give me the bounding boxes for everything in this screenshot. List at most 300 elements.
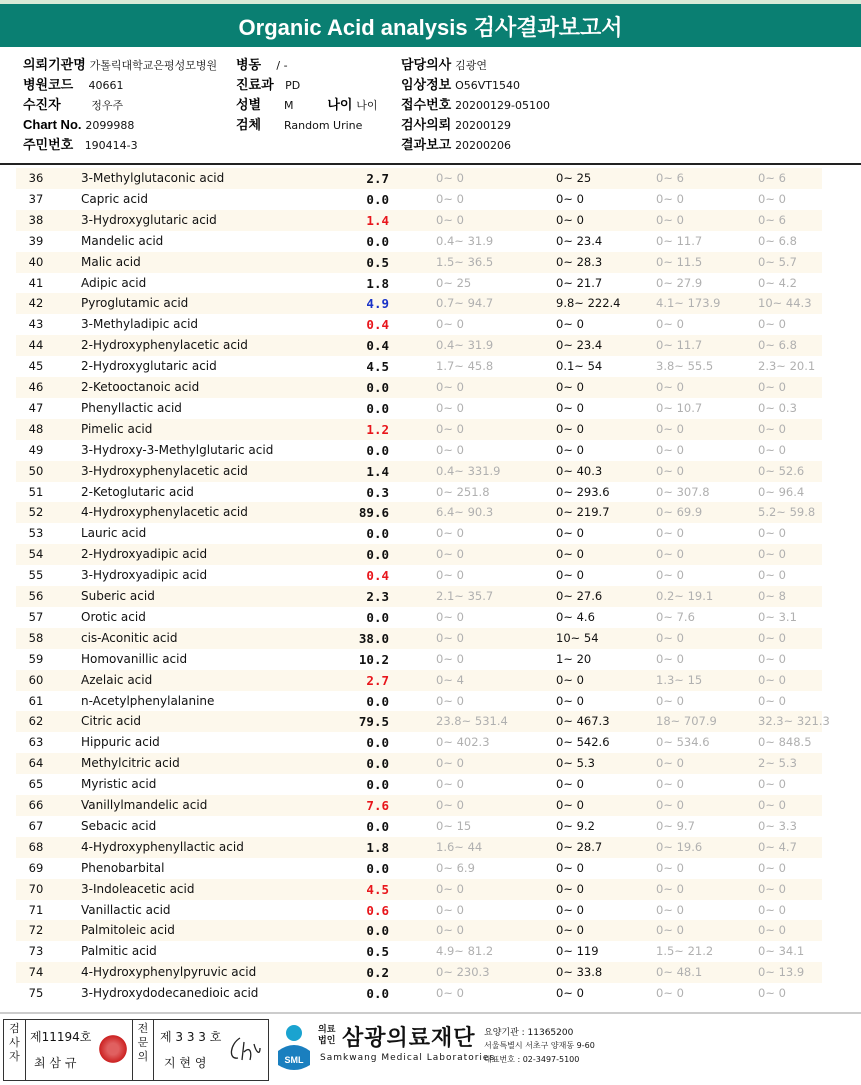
row-number: 37 (28, 191, 44, 206)
label-age: 나이 (327, 97, 353, 112)
reference-range-3: 0~ 0 (656, 693, 684, 708)
row-number: 50 (28, 463, 44, 478)
result-value: 0.5 (366, 254, 389, 270)
analyte-name: Malic acid (81, 254, 141, 269)
reference-range-3: 0~ 534.6 (656, 735, 710, 750)
table-row (16, 858, 822, 879)
analyte-name: n-Acetylphenylalanine (81, 693, 215, 708)
reference-range-2: 0~ 0 (556, 547, 584, 562)
row-number: 57 (28, 609, 44, 624)
analyte-name: Azelaic acid (81, 672, 153, 687)
label-receipt-no: 접수번호 (401, 97, 452, 112)
value-hospital: 가톨릭대학교은평성모병원 (89, 59, 218, 72)
result-value: 0.4 (366, 338, 389, 354)
table-row (16, 586, 822, 607)
result-value: 0.0 (366, 526, 389, 542)
table-row (16, 983, 822, 1004)
reference-range-1: 0~ 0 (436, 212, 464, 227)
value-ward: / - (276, 59, 288, 72)
analyte-name: Mandelic acid (81, 233, 164, 248)
reference-range-1: 0~ 0 (436, 756, 464, 771)
reference-range-4: 0~ 6.8 (758, 233, 797, 248)
reference-range-4: 32.3~ 321.3 (758, 714, 830, 729)
reference-range-3: 0~ 11.7 (656, 338, 703, 353)
result-value: 0.0 (366, 191, 389, 207)
analyte-name: 3-Hydroxydodecanedioic acid (81, 986, 259, 1001)
reference-range-1: 2.1~ 35.7 (436, 589, 494, 603)
reference-range-2: 0~ 0 (556, 693, 584, 708)
reference-range-3: 0~ 0 (656, 798, 684, 812)
reference-range-4: 10~ 44.3 (758, 296, 812, 311)
inspector-name: 최 삼 규 (34, 1056, 77, 1070)
result-value: 2.3 (366, 589, 389, 604)
reference-range-1: 0~ 0 (436, 400, 464, 415)
reference-range-2: 0~ 0 (556, 526, 584, 541)
label-department: 진료과 (236, 77, 274, 92)
value-receipt-no: 20200129-05100 (455, 99, 551, 112)
inspector-label: 검사자 (4, 1020, 26, 1080)
reference-range-4: 0~ 96.4 (758, 484, 805, 499)
row-number: 73 (28, 944, 44, 959)
table-row (16, 482, 822, 503)
inspector-no: 제11194호 (30, 1030, 92, 1044)
label-hospital-code: 병원코드 (23, 77, 74, 92)
analyte-name: Myristic acid (81, 777, 157, 792)
analyte-name: Citric acid (81, 714, 141, 729)
value-hospital-code: 40661 (88, 79, 124, 92)
label-specimen: 검체 (236, 117, 262, 132)
inst-code: 요양기관 : 11365200 (484, 1028, 574, 1038)
reference-range-4: 0~ 0 (758, 693, 786, 708)
reference-range-4: 0~ 0 (758, 568, 786, 583)
reference-range-4: 0~ 0 (758, 526, 786, 541)
reference-range-3: 0~ 0 (656, 191, 684, 206)
reference-range-2: 0~ 0 (556, 923, 584, 938)
reference-range-3: 0~ 0 (656, 463, 684, 478)
table-row (16, 711, 830, 732)
result-value: 4.5 (366, 881, 389, 897)
analyte-name: Adipic acid (81, 275, 147, 290)
reference-range-2: 0~ 119 (556, 944, 599, 959)
reference-range-3: 18~ 707.9 (656, 714, 717, 729)
result-value: 4.5 (366, 359, 389, 375)
reference-range-1: 6.4~ 90.3 (436, 505, 494, 520)
label-hospital: 의뢰기관명 (23, 57, 86, 72)
result-value: 0.0 (366, 547, 389, 563)
reference-range-2: 0~ 40.3 (556, 463, 603, 478)
signature-box (3, 1019, 269, 1081)
row-number: 62 (28, 714, 44, 729)
result-value: 0.0 (366, 380, 389, 395)
analyte-name: Methylcitric acid (81, 756, 180, 771)
table-row (16, 607, 822, 628)
row-number: 41 (28, 275, 44, 290)
row-number: 45 (28, 359, 44, 374)
reference-range-2: 0~ 27.6 (556, 589, 603, 603)
row-number: 52 (28, 505, 44, 520)
reference-range-3: 0~ 48.1 (656, 965, 703, 980)
reference-range-1: 0~ 0 (436, 609, 464, 624)
reference-range-3: 0~ 0 (656, 317, 684, 332)
value-clinical-info: O56VT1540 (455, 79, 520, 92)
reference-range-3: 0~ 0 (656, 630, 684, 645)
reference-range-2: 0~ 0 (556, 881, 584, 896)
analyte-name: 3-Hydroxyphenylacetic acid (81, 463, 248, 478)
reference-range-2: 0~ 293.6 (556, 484, 610, 499)
report-title: Organic Acid analysis 검사결과보고서 (0, 0, 861, 47)
reference-range-2: 0~ 0 (556, 986, 584, 1001)
row-number: 39 (28, 233, 44, 248)
reference-range-3: 0~ 0 (656, 881, 684, 896)
reference-range-1: 0~ 0 (436, 568, 464, 583)
table-row (16, 962, 822, 983)
signature-icon (226, 1034, 262, 1064)
reference-range-1: 0~ 6.9 (436, 860, 475, 875)
reference-range-1: 0~ 0 (436, 547, 464, 562)
reference-range-2: 0~ 0 (556, 568, 584, 583)
table-row (16, 523, 822, 544)
row-number: 42 (28, 296, 44, 311)
analyte-name: Suberic acid (81, 589, 155, 603)
result-value: 0.3 (366, 484, 389, 500)
row-number: 65 (28, 777, 44, 792)
reference-range-3: 0~ 27.9 (656, 275, 703, 290)
result-value: 0.0 (366, 923, 389, 939)
reference-range-3: 1.3~ 15 (656, 672, 703, 687)
table-row (16, 398, 822, 419)
reference-range-2: 0~ 0 (556, 442, 584, 457)
reference-range-4: 0~ 3.3 (758, 818, 797, 833)
table-row (16, 335, 822, 356)
reference-range-1: 0~ 0 (436, 798, 464, 812)
reference-range-2: 0~ 28.7 (556, 839, 603, 854)
value-sex: M (284, 99, 294, 112)
reference-range-3: 0~ 0 (656, 568, 684, 583)
table-row (16, 837, 822, 858)
analyte-name: Homovanillic acid (81, 651, 188, 666)
result-value: 0.0 (366, 735, 389, 751)
reference-range-2: 0~ 0 (556, 421, 584, 436)
table-row (16, 189, 822, 210)
reference-range-1: 0~ 0 (436, 526, 464, 541)
row-number: 56 (28, 589, 44, 603)
table-row (16, 502, 822, 523)
row-number: 54 (28, 547, 44, 562)
reviewer-name: 지 현 영 (164, 1056, 207, 1070)
reference-range-1: 0.4~ 31.9 (436, 338, 494, 353)
reference-range-3: 0~ 0 (656, 756, 684, 771)
reference-range-3: 0~ 307.8 (656, 484, 710, 499)
reviewer-label: 전문의 (132, 1020, 154, 1080)
row-number: 46 (28, 380, 44, 394)
label-clinical-info: 임상정보 (401, 77, 452, 92)
table-row (16, 273, 822, 294)
value-department: PD (285, 79, 301, 92)
result-value: 0.0 (366, 233, 389, 249)
value-age: 나이 (356, 99, 378, 112)
result-value: 0.5 (366, 944, 389, 960)
reference-range-4: 2~ 5.3 (758, 756, 797, 771)
table-row (16, 900, 822, 921)
row-number: 68 (28, 839, 44, 854)
reference-range-3: 4.1~ 173.9 (656, 296, 721, 311)
reference-range-2: 0~ 33.8 (556, 965, 603, 980)
analyte-name: Phenyllactic acid (81, 400, 182, 415)
reference-range-2: 0~ 23.4 (556, 233, 603, 248)
result-value: 0.0 (366, 986, 389, 1002)
reference-range-2: 0~ 0 (556, 380, 584, 394)
reference-range-4: 2.3~ 20.1 (758, 359, 816, 374)
row-number: 53 (28, 526, 44, 541)
reference-range-3: 0~ 0 (656, 923, 684, 938)
lab-logo-area (272, 1019, 857, 1079)
table-row (16, 440, 822, 461)
reference-range-4: 0~ 0 (758, 442, 786, 457)
reference-range-4: 0~ 0 (758, 986, 786, 1001)
table-row (16, 252, 822, 273)
reference-range-3: 0~ 0 (656, 902, 684, 917)
result-value: 2.7 (366, 672, 389, 688)
analyte-name: 4-Hydroxyphenylpyruvic acid (81, 965, 257, 980)
result-value: 1.2 (366, 421, 389, 437)
analyte-name: cis-Aconitic acid (81, 630, 178, 645)
analyte-name: Pyroglutamic acid (81, 296, 189, 311)
reference-range-1: 0~ 0 (436, 630, 464, 645)
reference-range-1: 23.8~ 531.4 (436, 714, 508, 729)
row-number: 64 (28, 756, 44, 771)
phone: 대표번호 : 02-3497-5100 (484, 1055, 580, 1064)
label-patient: 수진자 (23, 97, 61, 112)
row-number: 66 (28, 798, 44, 812)
result-value: 1.4 (366, 212, 389, 228)
value-resident-no: 190414-3 (84, 139, 138, 152)
row-number: 67 (28, 818, 44, 833)
reference-range-3: 0~ 19.6 (656, 839, 703, 854)
result-value: 0.4 (366, 568, 389, 584)
table-row (16, 544, 822, 565)
label-doctor: 담당의사 (401, 57, 452, 72)
row-number: 75 (28, 986, 44, 1001)
label-sex: 성별 (236, 97, 262, 112)
reference-range-2: 0~ 0 (556, 317, 584, 332)
header-left (23, 55, 217, 155)
reference-range-3: 0~ 0 (656, 651, 684, 666)
result-value: 0.0 (366, 400, 389, 416)
reference-range-3: 0~ 0 (656, 526, 684, 541)
result-value: 79.5 (358, 714, 389, 730)
reference-range-1: 0~ 0 (436, 651, 464, 666)
reference-range-1: 0~ 0 (436, 191, 464, 206)
reference-range-2: 0~ 0 (556, 902, 584, 917)
result-value: 0.0 (366, 818, 389, 834)
reference-range-3: 0~ 9.7 (656, 818, 695, 833)
label-chart-no: Chart No. (23, 117, 82, 132)
table-row (16, 356, 822, 377)
reference-range-1: 0~ 0 (436, 421, 464, 436)
value-request-date: 20200129 (455, 119, 512, 132)
reference-range-1: 0~ 0 (436, 777, 464, 792)
analyte-name: Orotic acid (81, 609, 146, 624)
reference-range-4: 0~ 0 (758, 777, 786, 792)
table-row (16, 168, 822, 189)
table-row (16, 314, 822, 335)
value-chart-no: 2099988 (85, 119, 135, 132)
reference-range-2: 0~ 542.6 (556, 735, 610, 750)
row-number: 60 (28, 672, 44, 687)
row-number: 40 (28, 254, 44, 269)
reference-range-3: 0~ 6 (656, 171, 684, 185)
analyte-name: 3-Hydroxy-3-Methylglutaric acid (81, 442, 274, 457)
reference-range-3: 0~ 7.6 (656, 609, 695, 624)
reference-range-1: 0~ 0 (436, 317, 464, 332)
reference-range-3: 0~ 11.7 (656, 233, 703, 248)
analyte-name: 2-Ketooctanoic acid (81, 380, 200, 394)
analyte-name: Lauric acid (81, 526, 147, 541)
reference-range-4: 0~ 0 (758, 380, 786, 394)
row-number: 74 (28, 965, 44, 980)
analyte-name: 2-Hydroxyadipic acid (81, 547, 208, 562)
org-prefix: 의료법인 (318, 1025, 336, 1046)
analyte-name: Vanillactic acid (81, 902, 171, 917)
result-value: 0.0 (366, 860, 389, 876)
reference-range-3: 0~ 0 (656, 777, 684, 792)
result-value: 0.6 (366, 902, 389, 918)
reference-range-4: 0~ 0 (758, 421, 786, 436)
reference-range-2: 0~ 28.3 (556, 254, 603, 269)
reference-range-2: 0.1~ 54 (556, 359, 603, 374)
reference-range-1: 4.9~ 81.2 (436, 944, 494, 959)
reference-range-4: 0~ 0 (758, 317, 786, 332)
org-name: 삼광의료재단 (342, 1026, 476, 1051)
reference-range-1: 0~ 0 (436, 902, 464, 917)
analyte-name: 4-Hydroxyphenyllactic acid (81, 839, 244, 854)
result-value: 1.4 (366, 463, 389, 479)
reference-range-2: 0~ 5.3 (556, 756, 595, 771)
reviewer-no: 제 3 3 3 호 (160, 1030, 222, 1044)
reference-range-1: 0~ 0 (436, 380, 464, 394)
reference-range-4: 0~ 5.7 (758, 254, 797, 269)
row-number: 43 (28, 317, 44, 332)
reference-range-4: 0~ 0 (758, 860, 786, 875)
reference-range-4: 0~ 6 (758, 212, 786, 227)
reference-range-4: 0~ 34.1 (758, 944, 805, 959)
result-value: 1.8 (366, 839, 389, 855)
reference-range-4: 0~ 848.5 (758, 735, 812, 750)
row-number: 63 (28, 735, 44, 750)
reference-range-1: 1.7~ 45.8 (436, 359, 494, 374)
result-value: 89.6 (358, 505, 389, 521)
row-number: 70 (28, 881, 44, 896)
row-number: 47 (28, 400, 44, 415)
reference-range-2: 0~ 0 (556, 400, 584, 415)
analyte-name: 4-Hydroxyphenylacetic acid (81, 505, 248, 520)
reference-range-2: 0~ 9.2 (556, 818, 595, 833)
analyte-name: Capric acid (81, 191, 148, 206)
reference-range-4: 0~ 4.7 (758, 839, 797, 854)
label-request-date: 검사의뢰 (401, 117, 452, 132)
reference-range-1: 0.7~ 94.7 (436, 296, 494, 311)
row-number: 58 (28, 630, 44, 645)
table-row (16, 691, 822, 712)
row-number: 59 (28, 651, 44, 666)
sml-logo-icon (272, 1021, 316, 1075)
table-row (16, 879, 822, 900)
row-number: 69 (28, 860, 44, 875)
reference-range-4: 0~ 6.8 (758, 338, 797, 353)
row-number: 49 (28, 442, 44, 457)
reference-range-4: 0~ 0.3 (758, 400, 797, 415)
result-value: 0.0 (366, 756, 389, 772)
reference-range-3: 0~ 0 (656, 986, 684, 1001)
analyte-name: Hippuric acid (81, 735, 160, 750)
reference-range-1: 0~ 0 (436, 881, 464, 896)
analyte-name: 3-Indoleacetic acid (81, 881, 195, 896)
reference-range-1: 0~ 4 (436, 672, 464, 687)
row-number: 44 (28, 338, 44, 353)
table-row (16, 795, 822, 816)
analyte-name: 2-Ketoglutaric acid (81, 484, 194, 499)
reference-range-1: 0~ 0 (436, 693, 464, 708)
table-row (16, 293, 822, 314)
reference-range-4: 0~ 0 (758, 881, 786, 896)
analyte-name: Palmitoleic acid (81, 923, 175, 938)
row-number: 72 (28, 923, 44, 938)
reference-range-2: 0~ 4.6 (556, 609, 595, 624)
reference-range-4: 0~ 0 (758, 630, 786, 645)
table-row (16, 565, 822, 586)
result-value: 1.8 (366, 275, 389, 291)
analyte-name: Sebacic acid (81, 818, 157, 833)
result-value: 7.6 (366, 798, 389, 813)
inspector-seal-icon (97, 1033, 129, 1065)
result-value: 10.2 (358, 651, 389, 667)
reference-range-2: 0~ 23.4 (556, 338, 603, 353)
reference-range-2: 0~ 0 (556, 191, 584, 206)
value-doctor: 김광연 (455, 59, 487, 72)
address: 서울특별시 서초구 양재동 9-60 (484, 1041, 595, 1050)
reference-range-1: 0~ 251.8 (436, 484, 490, 499)
reference-range-3: 0.2~ 19.1 (656, 589, 714, 603)
reference-range-2: 0~ 0 (556, 860, 584, 875)
table-row (16, 649, 822, 670)
reference-range-3: 0~ 69.9 (656, 505, 703, 520)
reference-range-4: 0~ 8 (758, 589, 786, 603)
reference-range-1: 0~ 230.3 (436, 965, 490, 980)
row-number: 36 (28, 171, 44, 185)
result-value: 38.0 (358, 630, 389, 646)
reference-range-4: 0~ 0 (758, 672, 786, 687)
reference-range-4: 0~ 6 (758, 171, 786, 185)
reference-range-4: 0~ 3.1 (758, 609, 797, 624)
reference-range-3: 0~ 0 (656, 442, 684, 457)
table-row (16, 377, 822, 398)
label-resident-no: 주민번호 (23, 137, 74, 152)
reference-range-2: 1~ 20 (556, 651, 592, 666)
result-value: 0.0 (366, 442, 389, 458)
reference-range-4: 0~ 0 (758, 923, 786, 938)
table-row (16, 732, 822, 753)
reference-range-2: 0~ 0 (556, 212, 584, 227)
analyte-name: 3-Hydroxyglutaric acid (81, 212, 217, 227)
reference-range-1: 0~ 402.3 (436, 735, 490, 750)
reference-range-3: 1.5~ 21.2 (656, 944, 714, 959)
reference-range-4: 0~ 0 (758, 191, 786, 206)
reference-range-2: 0~ 21.7 (556, 275, 603, 290)
reference-range-2: 0~ 25 (556, 171, 592, 185)
reference-range-1: 0~ 25 (436, 275, 472, 290)
footer-divider (0, 1012, 861, 1014)
row-number: 55 (28, 568, 44, 583)
